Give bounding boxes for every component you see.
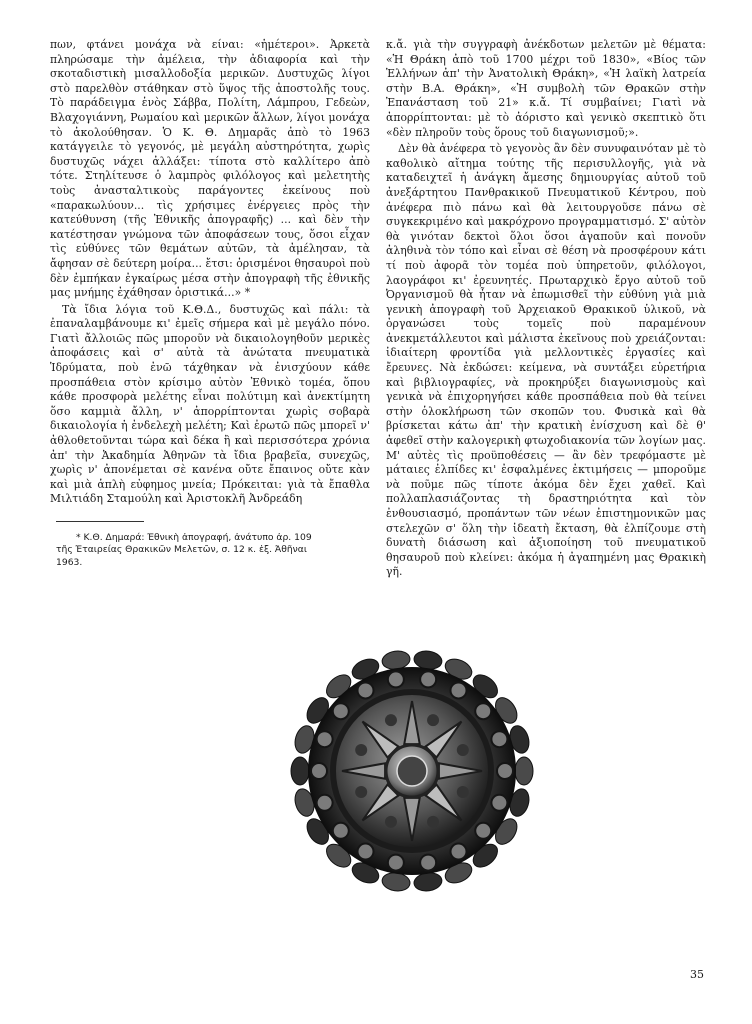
scroll-curl [497, 763, 513, 779]
left-paragraph-1: πων, φτάνει μονάχα νὰ είναι: «ἡμέτεροι». Ἀρκετὰ πληρώσαμε τὴν ἀμέλεια, τὴν ἀδιαφορία καὶ τὴν σκοταδιστικὴ μισαλλοδοξία μερικῶν. Δυστυχῶς λίγοι στὸ παρελθὸν στάθηκαν στὸ ὕψος τῆς ἀποστολῆς τους. Τὸ παράδειγμα ἑνὸς Σάββα, Πολίτη, Λάμπρου, Γεδεὼν, Βλαχογιάννη, Ρωμαίου καὶ μερικῶν ἄλλων, λίγοι μονάχα τὸ ἀκολούθησαν. Ὁ Κ. Θ. Δημαρᾶς ἀπὸ τὸ 1963 κατάγγειλε τὸ γεγονός, μὲ μεγάλη αὐστηρότητα, χωρὶς δυστυχῶς νάχει ἀλλάξει: τίποτα στὸ καλλίτερο ἀπὸ τότε. Στηλίτευσε ὁ λαμπρὸς φιλόλογος καὶ μελετητὴς τοὺς ἀνασταλτικοὺς παράγοντες ἐκείνους ποὺ «παρακωλύουν... τὶς χρήσιμες ἐνέργειες πρὸς τὴν κατεύθυνση (τῆς Ἐθνικῆς ἀπογραφῆς) ... καὶ δὲν τὴν κατέστησαν γνώμονα τῶν ἀποφάσεων τους, ὅσοι εἶχαν τὶς εὐθύνες τῶν θεμάτων αὐτῶν, τὰ ἀμέλησαν, τὰ ἄφησαν σὲ δεύτερη μοίρα... ἔτσι: ὁρισμένοι θησαυροὶ ποὺ δὲν ἐμπήκαν ἐγκαίρως μέσα στὴν ἀπογραφὴ τῆς ἐθνικῆς μας μνήμης ἐχάθησαν ὁριστικά...» * [50, 38, 371, 300]
scroll-curl [451, 844, 467, 860]
scroll-curl [475, 703, 491, 719]
scroll-curl [358, 682, 374, 698]
outer-leaf [515, 757, 533, 785]
scroll-curl [311, 763, 327, 779]
center-boss [397, 756, 427, 786]
scroll-curl [333, 823, 349, 839]
scroll-curl [317, 795, 333, 811]
footnote-line-1: * Κ.Θ. Δημαρά: Ἐθνικὴ ἀπογραφή, ἀνάτυπο ἀρ. 109 [76, 532, 312, 543]
right-column [386, 38, 706, 580]
petal-dot [355, 786, 367, 798]
right-paragraph-2: Δὲν θὰ ἀνέφερα τὸ γεγονὸς ἂν δὲν συνυφαινόταν μὲ τὸ καθολικὸ αἴτημα τούτης τῆς περισυλλογῆς, γιὰ νὰ καταδειχτεῖ ἡ ἀνάγκη ἄμεσης δημιουργίας αὐτοῦ τοῦ ἀνεξάρτητου Πανθρακικοῦ Πνευματικοῦ Κέντρου, ποὺ ἀνέφερα πιὸ πάνω καὶ θὰ λειτουργοῦσε πάνω σὲ συγκεκριμένο καὶ μακρόχρονο προγραμματισμό. Σ' αὐτὸν θὰ γινόταν δεκτοὶ ὅλοι ὅσοι ἀγαποῦν καὶ πονοῦν ἀληθινὰ τὸν τόπο καὶ εἶναι σὲ θέση νὰ προσφέρουν κάτι τί ποὺ ἀφορᾶ τὸν τομέα ποὺ ὑπηρετοῦν, φιλόλογοι, λαογράφοι κι' ἐρευνητές. Πρωταρχικὸ ἔργο αὐτοῦ τοῦ Ὀργανισμοῦ θὰ ἦταν νὰ ἐπωμισθεῖ τὴν εὐθύνη γιὰ μιὰ γενικὴ ἀπογραφὴ τοῦ Ἀρχειακοῦ Θρακικοῦ ὑλικοῦ, νὰ ὀργανώσει τοὺς τομεῖς ποὺ παραμένουν ἀνεκμετάλλευτοι καὶ μάλιστα ἐκεῖνους ποὺ χρειάζονται: ἰδιαίτερη φροντίδα γιὰ μελλοντικὲς ἐργασίες καὶ ἔρευνες. Νὰ ἐκδώσει: κείμενα, νὰ συντάξει εὑρετήρια καὶ βιβλιογραφίες, νὰ προκηρύξει διαγωνισμοὺς καὶ γενικὰ νὰ ἐπιχορηγήσει κάθε προσπάθεια ποὺ θὰ τείνει στὴν ὁλοκλήρωση τῶν σκοπῶν του. Φυσικὰ καὶ θὰ βρίσκεται κάτω ἀπ' τὴν κρατικὴ ἐνίσχυση καὶ δὲ θ' ἀφεθεῖ στὴν καλογερικὴ φτωχοδιακονία τῶν λογίων μας. Μ' αὐτὲς τὶς προϋποθέσεις — ἂν δὲν τρεφόμαστε μὲ μάταιες ἐλπίδες κι' ἐσφαλμένες ἐκτιμήσεις — μποροῦμε νὰ ποῦμε πῶς τίποτε ἀκόμα δὲν ἔχει χαθεῖ. Καὶ πολλαπλασιάζοντας τὴ δραστηριότητα καὶ τὸν ἐνθουσιασμό, προπάντων τῶν νέων ἐπιστημονικῶν μας στελεχῶν σ' ὅλη τὴν ἰδεατὴ ἔκταση, θὰ ἐλπίζουμε στὴ δυνατὴ διάσωση καὶ ἀξιοποίηση τοῦ πνευματικοῦ θησαυροῦ ποὺ κλείνει: ἀκόμα ἡ ἀγαπημένη μας Θρακικὴ γῆ. [386, 142, 706, 579]
scroll-curl [420, 671, 436, 687]
petal-dot [355, 744, 367, 756]
scroll-curl [451, 682, 467, 698]
carved-rosette-ornament-icon [282, 640, 542, 902]
right-paragraph-1: κ.ἄ. γιὰ τὴν συγγραφὴ ἀνέκδοτων μελετῶν μὲ θέματα: «Ἡ Θράκη ἀπὸ τοῦ 1700 μέχρι τοῦ 1830», «Βίος τῶν Ἑλλήνων ἀπ' τὴν Ἀνατολικὴ Θράκη», «Ἡ λαϊκὴ λατρεία στὴν Β.Α. Θράκη», «Ἡ συμβολὴ τῶν Θρακῶν στὴν Ἐπανάσταση τοῦ 21» κ.ἄ. Τί συμβαίνει; Γιατὶ νὰ ἀπορρίπτονται: μὲ τὸ ἀόριστο καὶ γενικὸ σκεπτικὸ ὅτι «δὲν πληροῦν τοὺς ὅρους τοῦ διαγωνισμοῦ;». [386, 38, 706, 139]
petal-dot [427, 816, 439, 828]
scroll-curl [358, 844, 374, 860]
scroll-curl [388, 671, 404, 687]
scroll-curl [491, 795, 507, 811]
page-number: 35 [690, 968, 704, 981]
outer-leaf [291, 757, 309, 785]
petal-dot [457, 744, 469, 756]
petal-dot [385, 816, 397, 828]
petal-dot [427, 714, 439, 726]
left-paragraph-2: Τὰ ἴδια λόγια τοῦ Κ.Θ.Δ., δυστυχῶς καὶ πάλι: τὰ ἐπαναλαμβάνουμε κι' ἐμεῖς σήμερα καὶ μὲ μεγάλο πόνο. Γιατὶ ἄλλοιῶς πῶς μποροῦν νὰ δικαιολογηθοῦν μερικὲς ἀποφάσεις καὶ σ' αὐτὰ τὰ ἀνώτατα πνευματικὰ Ἱδρύματα, ποὺ ἐνῶ τάχθηκαν νὰ ἐνισχύουν κάθε προσπάθεια στὸν κρίσιμο αὐτὸν Ἐθνικὸ τομέα, ὅπου κάθε προσφορὰ μελέτης εἶναι πολύτιμη καὶ ἀνεκτίμητη ὅσο καμμιὰ ἄλλη, ν' ἀπορρίπτονται χωρὶς σοβαρὰ δικαιολογία ἡ ἐνδελεχὴ μελέτη; Καὶ ἐρωτῶ πῶς μπορεῖ ν' ἀθλοθετοῦνται τώρα καὶ δέκα ἢ καὶ περισσότερα χρόνια ἀπ' τὴν Ἀκαδημία Ἀθηνῶν τὰ ἴδια βραβεῖα, συνεχῶς, χωρὶς ν' ἀπονέμεται σὲ κανένα οὔτε ἔπαινος οὔτε κὰν καὶ μιὰ ἁπλὴ εὐφημος μνεία; Πρόκειται: γιὰ τὰ ἔπαθλα Μιλτιάδη Σταμούλη καὶ Ἀριστοκλῆ Ἀνδρεάδη [50, 302, 370, 506]
footnote [56, 532, 376, 569]
rosette-svg [282, 640, 542, 902]
scroll-curl [475, 823, 491, 839]
scroll-curl [317, 731, 333, 747]
footnote-divider [56, 521, 144, 522]
scroll-curl [491, 731, 507, 747]
petal-dot [385, 714, 397, 726]
petal-dot [457, 786, 469, 798]
left-column [50, 38, 370, 507]
footnote-line-2: τῆς Ἐταιρείας Θρακικῶν Μελετῶν, σ. 12 κ. ἑξ. Ἀθῆναι [56, 544, 307, 556]
scroll-curl [388, 855, 404, 871]
scroll-curl [420, 855, 436, 871]
scroll-curl [333, 703, 349, 719]
footnote-line-3: 1963. [56, 556, 83, 568]
